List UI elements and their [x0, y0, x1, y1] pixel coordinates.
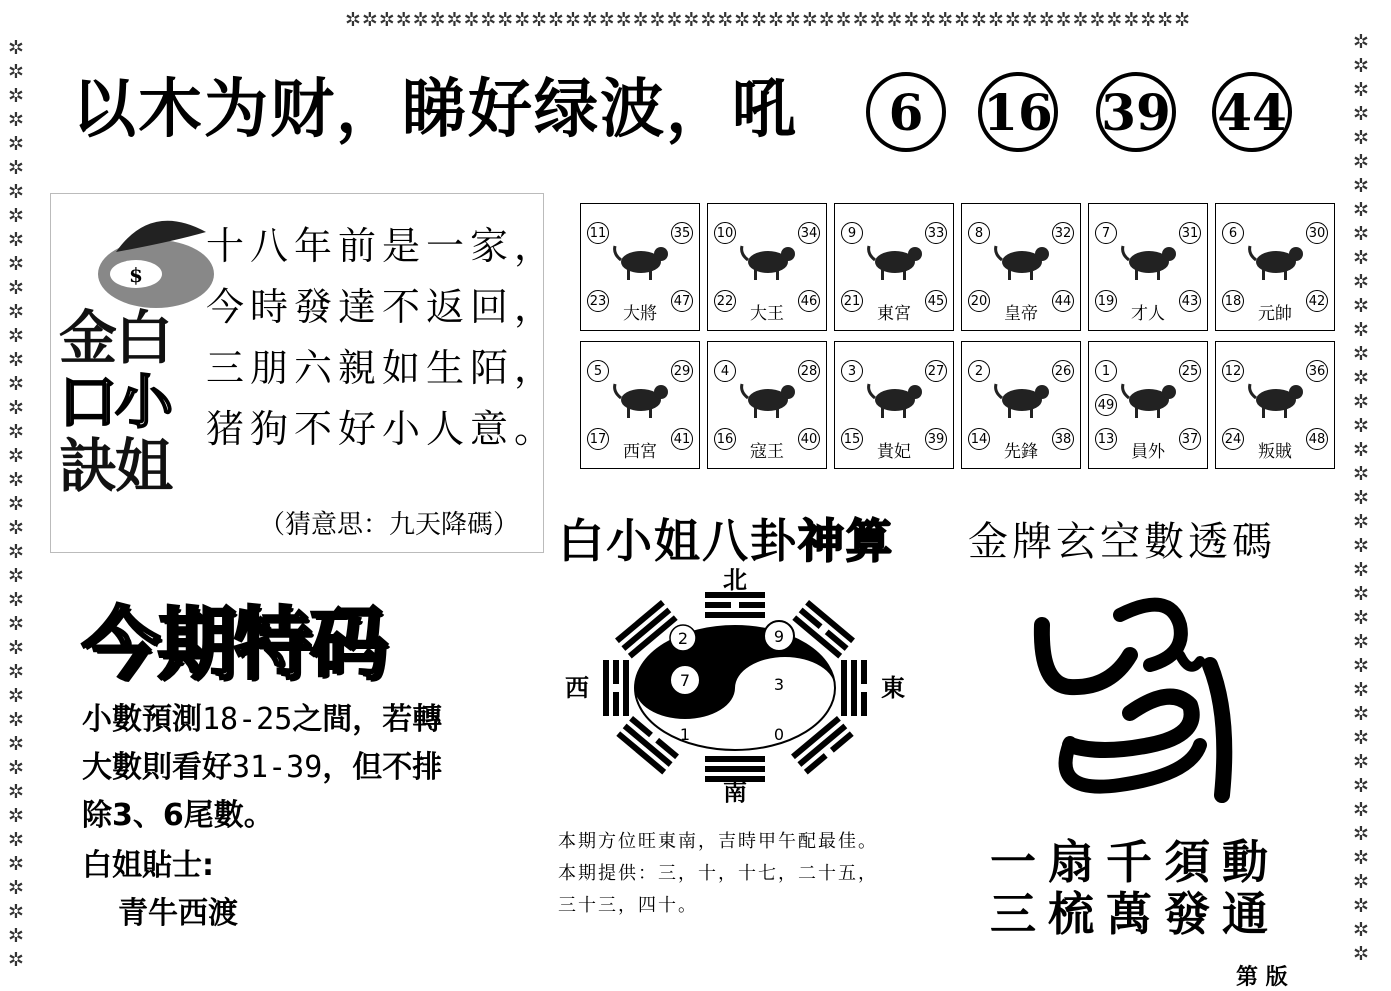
zodiac-animal-icon [736, 234, 800, 286]
page-mark: 第 版 [1236, 965, 1288, 990]
zodiac-number: 39 [925, 428, 947, 450]
direction-south: 南 [723, 778, 747, 806]
calligraphy-glyph-image [1030, 595, 1240, 820]
zodiac-cell [1215, 341, 1335, 469]
zodiac-number: 31 [1179, 222, 1201, 244]
phrase-line: 三梳萬發通 [990, 887, 1280, 941]
zodiac-cell [961, 341, 1081, 469]
bagua-number: 1 [679, 725, 691, 744]
number-range: 18-25 [202, 702, 293, 737]
zodiac-animal-icon [863, 234, 927, 286]
zodiac-number: 3 [841, 360, 863, 382]
zodiac-number: 21 [841, 290, 863, 312]
prediction-line [82, 744, 442, 792]
zodiac-name: 大將 [623, 304, 657, 324]
zodiac-number: 45 [925, 290, 947, 312]
bagua-number: 7 [679, 671, 691, 690]
zodiac-number: 22 [714, 290, 736, 312]
bagua-title [558, 505, 894, 571]
money-bag-icon [91, 212, 221, 312]
poem-panel [50, 193, 559, 553]
zodiac-number: 13 [1095, 428, 1117, 450]
zodiac-number: 10 [714, 222, 736, 244]
number-circle: 44 [1212, 72, 1292, 152]
zodiac-number: 48 [1306, 428, 1328, 450]
zodiac-name: 叛賊 [1258, 442, 1292, 462]
note-line: 本期提供：三，十，十七，二十五， [558, 863, 878, 884]
direction-north: 北 [723, 568, 747, 594]
zodiac-number: 1 [1095, 360, 1117, 382]
number-circle: 16 [978, 72, 1058, 152]
zodiac-cell [1088, 203, 1208, 331]
zodiac-name: 西宮 [623, 442, 657, 462]
zodiac-number: 11 [587, 222, 609, 244]
svg-text:$: $ [129, 263, 143, 287]
zodiac-number: 2 [968, 360, 990, 382]
prediction-line: 除3、6尾數。 [82, 798, 274, 833]
zodiac-name: 元帥 [1258, 304, 1292, 324]
tips-label: 白姐貼士: [82, 848, 214, 883]
decorative-border-top: ✲✲✲✲✲✲✲✲✲✲✲✲✲✲✲✲✲✲✲✲✲✲✲✲✲✲✲✲✲✲✲✲✲✲✲✲✲✲✲✲✲✲✲✲✲✲✲✲✲✲ [345, 9, 1191, 31]
zodiac-number: 12 [1222, 360, 1244, 382]
zodiac-number: 14 [968, 428, 990, 450]
zodiac-number: 42 [1306, 290, 1328, 312]
zodiac-number: 32 [1052, 222, 1074, 244]
zodiac-number: 20 [968, 290, 990, 312]
zodiac-name: 貴妃 [877, 442, 911, 462]
page-title: 以木为财，睇好绿波，吼 [72, 73, 798, 147]
zodiac-cell [707, 203, 827, 331]
text-segment: 大數則看好 [82, 750, 232, 785]
direction-west: 西 [565, 674, 589, 702]
zodiac-animal-icon [990, 372, 1054, 424]
zodiac-number: 29 [671, 360, 693, 382]
bagua-notes [558, 826, 878, 922]
zodiac-number: 49 [1095, 394, 1117, 416]
zodiac-number: 27 [925, 360, 947, 382]
zodiac-animal-icon [1244, 372, 1308, 424]
zodiac-cell [580, 203, 700, 331]
zodiac-number: 23 [587, 290, 609, 312]
brand-line: 口小 [59, 368, 172, 436]
right-phrase [990, 836, 1280, 940]
poem-line: 猪狗不好小人意。 [206, 407, 559, 451]
zodiac-cell [1088, 341, 1208, 469]
special-code-title: 今期特码 [82, 600, 387, 690]
zodiac-number: 6 [1222, 222, 1244, 244]
zodiac-number: 41 [671, 428, 693, 450]
zodiac-name: 才人 [1131, 304, 1165, 324]
zodiac-cell [834, 203, 954, 331]
zodiac-number: 16 [714, 428, 736, 450]
prediction-line [82, 696, 442, 744]
zodiac-number: 7 [1095, 222, 1117, 244]
zodiac-number: 15 [841, 428, 863, 450]
zodiac-animal-icon [1244, 234, 1308, 286]
zodiac-number: 36 [1306, 360, 1328, 382]
direction-east: 東 [881, 674, 905, 702]
text-segment: 小數預測 [82, 702, 202, 737]
zodiac-animal-icon [609, 234, 673, 286]
zodiac-number: 35 [671, 222, 693, 244]
zodiac-number: 4 [714, 360, 736, 382]
zodiac-number: 30 [1306, 222, 1328, 244]
zodiac-grid [580, 203, 1336, 471]
note-line: 本期方位旺東南，吉時甲午配最佳。 [558, 831, 878, 852]
zodiac-number: 38 [1052, 428, 1074, 450]
zodiac-cell [707, 341, 827, 469]
zodiac-number: 34 [798, 222, 820, 244]
tips-text: 青牛西渡 [118, 896, 238, 931]
zodiac-number: 46 [798, 290, 820, 312]
zodiac-number: 43 [1179, 290, 1201, 312]
number-circle: 39 [1096, 72, 1176, 152]
bagua-number: 2 [677, 629, 689, 648]
bagua-number: 9 [773, 627, 785, 646]
zodiac-cell [961, 203, 1081, 331]
zodiac-animal-icon [1117, 234, 1181, 286]
zodiac-number: 25 [1179, 360, 1201, 382]
zodiac-name: 寇王 [750, 442, 784, 462]
right-panel-title: 金牌玄空數透碼 [968, 519, 1276, 565]
brand-line: 金白 [59, 304, 172, 372]
poem-line: 今時發達不返回， [206, 285, 559, 329]
phrase-line: 一扇千須動 [990, 835, 1280, 889]
zodiac-cell [834, 341, 954, 469]
zodiac-name: 先鋒 [1004, 442, 1038, 462]
zodiac-animal-icon [1117, 372, 1181, 424]
zodiac-number: 17 [587, 428, 609, 450]
decorative-border-left: ✲✲✲✲✲✲✲✲✲✲✲✲✲✲✲✲✲✲✲✲✲✲✲✲✲✲✲✲✲✲✲✲✲✲✲✲✲✲✲ [8, 37, 25, 971]
zodiac-number: 40 [798, 428, 820, 450]
poem-line: 十八年前是一家， [206, 224, 559, 268]
zodiac-animal-icon [990, 234, 1054, 286]
zodiac-animal-icon [609, 372, 673, 424]
zodiac-number: 24 [1222, 428, 1244, 450]
bagua-number: 3 [773, 675, 785, 694]
bagua-title-solid: 白小姐八卦 [558, 514, 798, 568]
text-segment: 之間，若轉 [292, 702, 443, 737]
zodiac-number: 19 [1095, 290, 1117, 312]
prediction-text [82, 696, 442, 840]
number-circle: 6 [866, 72, 946, 152]
zodiac-number: 9 [841, 222, 863, 244]
zodiac-number: 44 [1052, 290, 1074, 312]
riddle-hint: （猜意思：九天降碼） [259, 510, 520, 540]
poem-line: 三朋六親如生陌， [206, 346, 559, 390]
zodiac-number: 33 [925, 222, 947, 244]
zodiac-animal-icon [736, 372, 800, 424]
zodiac-number: 26 [1052, 360, 1074, 382]
zodiac-number: 28 [798, 360, 820, 382]
zodiac-name: 員外 [1131, 442, 1165, 462]
poem-text [206, 216, 558, 460]
brand-name [59, 306, 209, 498]
note-line: 三十三，四十。 [558, 895, 698, 916]
zodiac-animal-icon [863, 372, 927, 424]
zodiac-cell [1215, 203, 1335, 331]
bagua-number: 0 [773, 725, 785, 744]
zodiac-number: 18 [1222, 290, 1244, 312]
bagua-diagram [555, 568, 915, 808]
number-range: 31-39 [232, 750, 323, 785]
zodiac-number: 37 [1179, 428, 1201, 450]
text-segment: ，但不排 [322, 750, 443, 785]
zodiac-name: 皇帝 [1004, 304, 1038, 324]
bagua-title-outline: 神算 [798, 514, 894, 568]
zodiac-name: 東宮 [877, 304, 911, 324]
zodiac-number: 8 [968, 222, 990, 244]
decorative-border-right: ✲✲✲✲✲✲✲✲✲✲✲✲✲✲✲✲✲✲✲✲✲✲✲✲✲✲✲✲✲✲✲✲✲✲✲✲✲✲✲ [1353, 31, 1370, 965]
zodiac-number: 47 [671, 290, 693, 312]
zodiac-cell [580, 341, 700, 469]
brand-line: 訣姐 [59, 432, 172, 500]
zodiac-number: 5 [587, 360, 609, 382]
zodiac-name: 大王 [750, 304, 784, 324]
